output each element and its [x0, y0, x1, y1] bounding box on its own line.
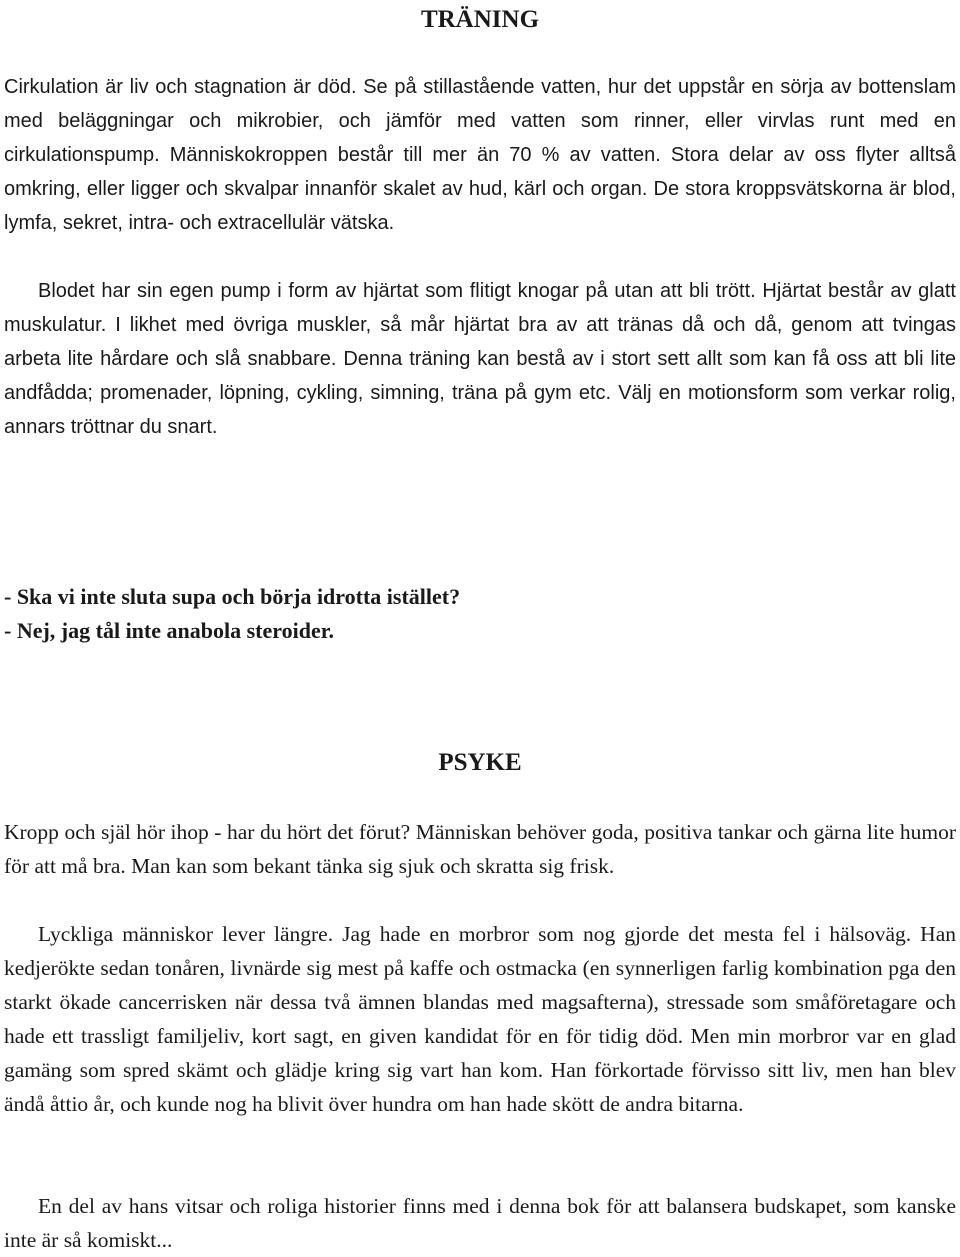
paragraph-uncle: Lyckliga människor lever längre. Jag hade en morbror som nog gjorde det mesta fel i hälsoväg. Han kedjerökte sedan tonåren, livnärde sig mest på kaffe och ostmacka (en synnerligen farlig kombination pga den starkt ökade cancerrisken när dessa två ämnen blandas med magsafterna), stressade som småföretagare och hade ett trassligt familjeliv, kort sagt, en given kandidat för en för tidig död. Men min morbror var en glad gamäng som spred skämt och glädje kring sig vart han kom. Han förkortade förvisso sitt liv, men han blev ändå åttio år, och kunde nog ha blivit över hundra om han hade skött de andra bitarna.	[4, 922, 956, 1116]
paragraph-heart: Blodet har sin egen pump i form av hjärtat som flitigt knogar på utan att bli trött. Hjärtat består av glatt muskulatur. I likhet med övriga muskler, så mår hjärtat bra av att tränas då och då, genom att tvingas arbeta lite hårdare och slå snabbare. Denna träning kan bestå av i stort sett allt som kan få oss att bli lite andfådda; promenader, löpning, cykling, simning, träna på gym etc. Välj en motionsform som verkar rolig, annars tröttnar du snart.	[4, 280, 956, 438]
paragraph-circulation: Cirkulation är liv och stagnation är död. Se på stillastående vatten, hur det uppstår en sörja av bottenslam med beläggningar och mikrobier, och jämför med vatten som rinner, eller virvlas runt med en cirkulationspump. Människokroppen består till mer än 70 % av vatten. Stora delar av oss flyter alltså omkring, eller ligger och skvalpar innanför skalet av hud, kärl och organ. De stora kroppsvätskorna är blod, lymfa, sekret, intra- och extracellulär vätska.	[4, 76, 956, 234]
dialogue-line-1: - Ska vi inte sluta supa och börja idrotta istället?	[4, 584, 461, 609]
paragraph-body-mind: Kropp och själ hör ihop - har du hört det förut? Människan behöver goda, positiva tankar och gärna lite humor för att må bra. Man kan som bekant tänka sig sjuk och skratta sig frisk.	[4, 820, 956, 878]
section-heading-psyke: PSYKE	[438, 749, 522, 776]
section-heading-traning: TRÄNING	[420, 6, 540, 33]
dialogue-line-2: - Nej, jag tål inte anabola steroider.	[4, 618, 334, 643]
paragraph-jokes: En del av hans vitsar och roliga historier finns med i denna bok för att balansera budskapet, som kanske inte är så komiskt...	[4, 1194, 956, 1252]
